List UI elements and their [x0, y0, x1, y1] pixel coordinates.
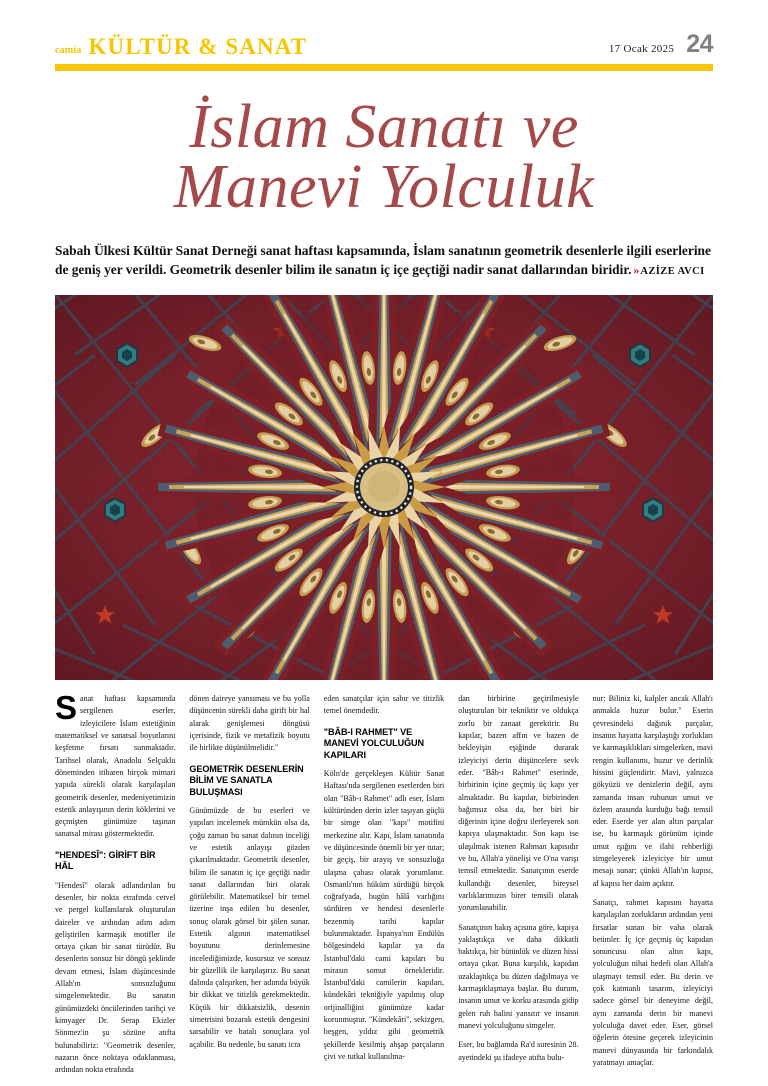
- paragraph: Günümüzde de bu eserleri ve yapıları incelemek mümkün olsa da, çoğu zaman bu sanat dalının inceliği ve estetik anlayışı gözden çıkarılmaktadır. Geometrik desenler, bilim ile sanatın iç içe geçtiği nadir sanat dallarından biri olarak görülebilir. Matematiksel bir temel üzerine inşa edilen bu desenler, sonuç olarak görsel bir şölen sunar. Estetik algının matematiksel boyutunu derinlemesine incelediğimizde, kusursuz ve sonsuz bir güzellik ile karşılaşırız. Bu sanat dalında çalışırken, her adımda büyük bir dikkat ve titizlik gerekmektedir. Küçük bir dikkatsizlik, desenin simetrisini bozarak estetik dengesini sarsabilir ve hatalı sonuçlara yol açabilir. Bu nedenle, bu sanatı icra: [189, 806, 310, 1049]
- text-column-5: [593, 693, 713, 1083]
- text-column-3: [324, 693, 444, 1083]
- masthead-row: [55, 0, 713, 62]
- brand-mark: camia: [55, 45, 82, 56]
- paragraph: Sanat haftası kapsamında sergilenen eserler, izleyicilere İslam estetiğinin matematiksel ve sanatsal boyutlarını keşfetme fırsatı sunmaktadır. Tarihsel olarak, Anadolu Selçuklu döneminden itibaren birçok mimari yapıda sürekli olarak karşılaşılan geometrik desenler, medeniyetimizin estetik anlayışının derin köklerini ve geçmişten günümüze taşınan sanatsal mirası göstermektedir.: [55, 689, 176, 839]
- headline-block: [55, 93, 713, 222]
- paragraph: Köln'de gerçekleşen Kültür Sanat Haftası'nda sergilenen eserlerden biri olan "Bâb-ı Rahmet" adlı eser, İslam kültüründen derin izler taşıyan güçlü bir simge olan "kapı" motifini merkezine alır. Kapı, İslam sanatında ve düşüncesinde önemli bir yer tutar; bir geçiş, bir arayış ve sonsuzluğa ulaşma çabası olarak yorumlanır. Osmanlı'nın hüküm sürdüğü birçok coğrafyada, bugün hâlâ varlığını sürdüren ve hendesi desenlerle bezenmiş tarihi kapılar bulunmaktadır. İspanya'nın Endülüs bölgesindeki kapılar ya da İstanbul'daki cami kapıları bu mirasın somut örnekleridir. İstanbul'daki camilerin kapıları, kündekâri tekniğiyle yapılmış olup orijinalliğini günümüze kadar korunmuştur. "Kündekâri", sekizgen, beşgen, yıldız gibi geometrik şekillerde kesilmiş ahşap parçaların çivi ve tutkal kullanılma-: [323, 769, 445, 1061]
- islamic-geometric-pattern-image: [55, 295, 713, 680]
- headline-line-1: İslam Sanatı ve: [189, 93, 579, 161]
- paragraph: Sanatçının bakış açısına göre, kapıya yaklaştıkça ve daha dikkatli baktıkça, bir bütünlük ve düzen hissi ortaya çıkar. Buna karşılık, kapıdan uzaklaştıkça bu düzen dağılmaya ve karmaşıklaşmaya başlar. Bu durum, insanın umut ve korku arasında gidip gelen ruh halini yansıtır ve insanın manevi yolculuğunu simgeler.: [458, 922, 579, 1030]
- issue-date: 17 Ocak 2025: [608, 43, 675, 55]
- byline-author: AZİZE AVCI: [640, 266, 705, 278]
- page-number: 24: [686, 30, 713, 58]
- paragraph: eden sanatçılar için sabır ve titizlik temel önemdedir.: [323, 694, 445, 716]
- paragraph: nur: Biliniz ki, kalpler ancak Allah'ı anmakla huzur bulur." Eserin çevresindeki dağınık parçalar, insanın hayatta karşılaştığı zorlukları ve karmaşıklıkları simgelerken, mavi rengin kullanımı, huzur ve derinlik hissini güçlendirir. Mavi, yalnızca gökyüzü ve denizlerin değil, aynı zamanda insan ruhunun umut ve özlem arasında kurduğu bağı temsil eder. Eserde yer alan altın parçalar ise, bu karmaşık görünüm içinde umut ışığını ve ilahi rehberliği simgeleyerek izleyiciye bir umut mesajı sunar; çünkü Allah'ın kapısı, af kapısı her daim açıktır.: [592, 694, 713, 888]
- byline-arrow-icon: »: [633, 263, 640, 278]
- headline-line-2: Manevi Yolculuk: [173, 153, 595, 222]
- paragraph: "Hendesî" olarak adlandırılan bu desenler, bir nokta etrafında cetvel ve pergel kullanılarak oluşturulan daireler ve ardından adım adım geliştirilen karmaşık motifler ile ortaya çıkan bir sanat türüdür. Bu desenlerin sonsuz bir döngü şeklinde devam etmesi, İslam düşüncesinde Allah'ın sonsuzluğunu simgelemektedir. Bu sanatın günümüzdeki öncülerinden tarihçi ve kimyager Dr. Serap Ekizler Sönmez'in şu sözüne atıfta bulunabiliriz: "Geometrik desenler, nazarın önce noktaya odaklanması, ardından nokta etrafında: [55, 880, 176, 1075]
- masthead-branding: [55, 35, 307, 62]
- section-title: KÜLTÜR & SANAT: [88, 34, 308, 59]
- masthead-rule: [55, 64, 713, 71]
- text-column-4: [458, 693, 578, 1083]
- paragraph: Eser, bu bağlamda Ra'd suresinin 28. ayetindeki şu ifadeye atıfta bulu-: [458, 1040, 579, 1062]
- section-subheading: GEOMETRİK DESENLERİN BİLİM VE SANATLA BULUŞMASI: [189, 763, 304, 797]
- text-column-2: [189, 693, 309, 1083]
- article-body: [55, 689, 713, 1083]
- masthead: [55, 0, 713, 71]
- page-title: [55, 93, 713, 222]
- section-subheading: "HENDESÎ": GİRİFT BİR HÂL: [55, 849, 156, 872]
- paragraph: Sanatçı, rahmet kapısını hayatta karşılaşılan zorlukların ardından yeni fırsatlar sunan bir vaha olarak betimler. İç içe geçmiş üç kapıdan sonuncusu olan altın kapı, yolculuğun nihai hedefi olan Allah'a ulaşmayı temsil eder. Bu derin ve çok katmanlı tasarım, izleyiciyi sadece görsel bir deneyime değil, aynı zamanda derin bir manevi yolculuğa davet eder. Eser, görsel öğelerin ötesine geçerek izleyicinin manevi dünyasında bir farkındalık yaratmayı amaçlar.: [592, 897, 713, 1067]
- masthead-meta: [609, 32, 713, 62]
- paragraph: dönen daireye yansıması ve bu yolla düşüncenin sürekli daha girift bir hal alarak genişlemesi döngüsü içerisinde, fizik ve metafizik boyutu ile birlikte düşünülmelidir.": [189, 694, 310, 753]
- article-deck: [55, 241, 713, 280]
- article-photo: [55, 295, 713, 680]
- deck-text: Sabah Ülkesi Kültür Sanat Derneği sanat haftası kapsamında, İslam sanatının geometrik desenlerle ilgili eserlerine de geniş yer verildi. Geometrik desenler bilim ile sanatın iç içe geçtiği nadir sanat dallarından biridir.: [55, 243, 711, 278]
- paragraph: dan birbirine geçirilmesiyle oluşturulan bir tekniktir ve oldukça zorlu bir zanaat gerektirir. Bu kapılar, bazen affın ve bazen de bekleyişin eşiğinde durarak izleyiciyi derin düşüncelere sevk eder. "Bâb-ı Rahmet" eserinde, birbirinin içine geçmiş üç kapı yer almaktadır. Bu kapılar, birbirinden bağımsız olsa da, her biri bir diğerinin içine doğru ilerleyerek son kapıya ulaşmaktadır. Son kapı ise ulaşılmak istenen Rahman kapısıdır ve bu, Allah'a yönelişi ve O'na varışı temsil etmektedir. Sanatçının eserde kullandığı desenler, bireysel varlıklarımızın birer temsili olarak yorumlanabilir.: [458, 694, 579, 913]
- text-column-1: [55, 689, 176, 1083]
- section-subheading: "BÂB-I RAHMET" VE MANEVİ YOLCULUĞUN KAPILARI: [323, 726, 424, 760]
